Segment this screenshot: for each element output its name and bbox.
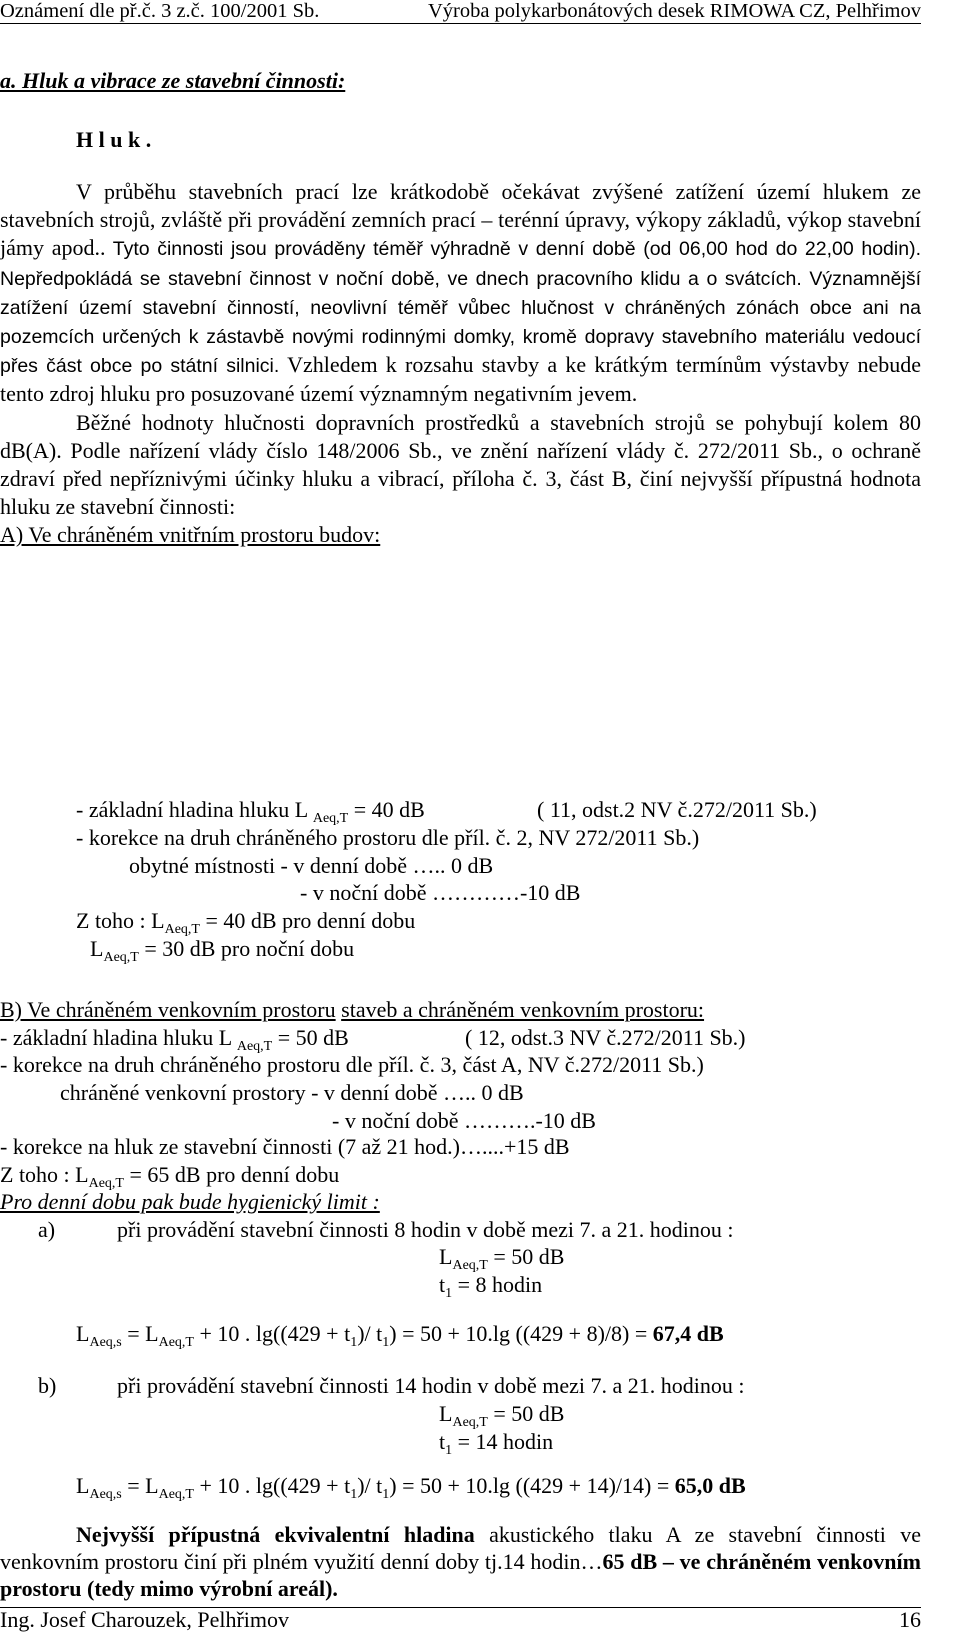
section-a-line-1: - základní hladina hluku L $_{Aeq,T}$ = 40 dB [76, 797, 425, 826]
section-b-title: B) Ve chráněném venkovním prostoru staveb a chráněném venkovním prostoru: [0, 997, 705, 1022]
paragraph-2: Běžné hodnoty hlučnosti dopravních prostředků a stavebních strojů se pohybují kolem 80 dB(A). Podle nařízení vlády číslo 148/2006 Sb., ve znění nařízení vlády č. 272/2011 Sb., o ochraně zdraví před nepříznivými účinky hluku a vibrací, příloha č. 3, část B, činí nejvyšší přípustná hodnota hluku ze stavební činnosti: [0, 409, 921, 520]
header-rule [0, 23, 921, 24]
conclusion [0, 1521, 921, 1602]
limit-title: Pro denní dobu pak bude hygienický limit : [0, 1189, 380, 1214]
footer-author: Ing. Josef Charouzek, Pelhřimov [0, 1607, 289, 1632]
section-b-line-1: - základní hladina hluku L $_{Aeq,T}$ = 50 dB [0, 1025, 349, 1054]
section-b-line-4: - v noční době ……….-10 dB [332, 1108, 596, 1133]
case-b-formula: $L_{Aeq,s} = L_{Aeq,T} + 10$ . $\lg((429 + t_1)/$ $t_1) = 50 + 10.\lg$ ((429 + 14)/14) = 65,0 dB [76, 1473, 746, 1502]
section-b-line-2: - korekce na druh chráněného prostoru dle příl. č. 3, část A, NV č.272/2011 Sb.) [0, 1052, 704, 1077]
case-b-laeq: $L_{Aeq,T} = 50$ dB [439, 1401, 565, 1430]
para1-text-2: Tyto činnosti jsou prováděny téměř výhradně v denní době (od 06,00 hod do 22,00 hodin). Nepředpokládá se stavební činnost v noční době, ve dnech pracovního klidu a o svátcích. [0, 238, 921, 290]
subtitle: H l u k . [76, 127, 152, 152]
section-a-ref: ( 11, odst.2 NV č.272/2011 Sb.) [537, 797, 817, 822]
section-b-ref: ( 12, odst.3 NV č.272/2011 Sb.) [465, 1025, 746, 1050]
case-b-label: b) [38, 1373, 57, 1398]
section-a-line-4: - v noční době …………-10 dB [300, 880, 581, 905]
conclusion-text: akustického tlaku A ze stavební činnosti ve venkovním prostoru činí při plném využití denní doby tj.14 hodin… [0, 1522, 921, 1574]
section-a-title: A) Ve chráněném vnitřním prostoru budov: [0, 522, 381, 548]
case-a-formula: $L_{Aeq,s} = L_{Aeq,T} + 10$ . $\lg((429 + t_1)/$ $t_1) = 50 + 10.\lg$ ((429 + 8)/8) = 67,4 dB [76, 1321, 724, 1350]
section-b-line-3: chráněné venkovní prostory - v denní době ….. 0 dB [60, 1080, 524, 1105]
conclusion-bold-2: 65 dB – ve chráněném venkovním prostoru (tedy mimo výrobní areál). [0, 1549, 921, 1601]
conclusion-bold-1: Nejvyšší přípustná ekvivalentní hladina [76, 1522, 475, 1547]
para1-text-1: V průběhu stavebních prací lze krátkodobě očekávat zvýšené zatížení území hlukem ze stavebních strojů, zvláště při provádění zemních prací – terénní úpravy, výkopy základů, výkop stavební jámy apod.. [0, 179, 921, 261]
case-a-t: $t_1 = 8$ hodin [439, 1272, 543, 1301]
paragraph-1 [0, 178, 921, 550]
section-b-line-6: Z toho : $L_{Aeq,T} = 65$ dB pro denní dobu [0, 1162, 340, 1191]
section-a-line-5: Z toho : $L_{Aeq,T} = 40$ dB pro denní dobu [76, 908, 416, 937]
section-a-line-6: $L_{Aeq,T} = 30$ dB pro noční dobu [90, 936, 355, 965]
section-a-line-3: obytné místnosti - v denní době ….. 0 dB [129, 853, 494, 878]
case-a-label: a) [38, 1217, 56, 1242]
case-b-text: při provádění stavební činnosti 14 hodin v době mezi 7. a 21. hodinou : [117, 1373, 745, 1398]
case-a-text: při provádění stavební činnosti 8 hodin v době mezi 7. a 21. hodinou : [117, 1217, 734, 1242]
case-b-result: 65,0 dB [674, 1473, 746, 1498]
case-a-laeq: $L_{Aeq,T} = 50$ dB [439, 1244, 565, 1273]
section-b-line-5: - korekce na hluk ze stavební činnosti (7 až 21 hod.)…....+15 dB [0, 1134, 570, 1159]
para1-text-3: Významnější zatížení území stavební činností, neovlivní téměř vůbec hlučnost v chráněných zónách obce ani na pozemcích určených k zástavbě novými rodinnými domky, kromě dopravy stavebního materiálu vedoucí přes část obce po státní silnici. [0, 267, 921, 378]
case-b-t: $t_1 = 14$ hodin [439, 1429, 554, 1458]
header-right: Výroba polykarbonátových desek RIMOWA CZ, Pelhřimov [427, 0, 921, 22]
section-title: a. Hluk a vibrace ze stavební činnosti: [0, 68, 346, 93]
para1-text-4: Vzhledem k rozsahu stavby a ke krátkým termínům výstavby nebude tento zdroj hluku pro posuzované území významným negativním jevem. [0, 352, 922, 407]
footer-page-number: 16 [899, 1607, 921, 1632]
section-a-line-2: - korekce na druh chráněného prostoru dle příl. č. 2, NV 272/2011 Sb.) [76, 825, 700, 850]
case-a-result: 67,4 dB [652, 1321, 724, 1346]
header-left: Oznámení dle př.č. 3 z.č. 100/2001 Sb. [0, 0, 320, 22]
